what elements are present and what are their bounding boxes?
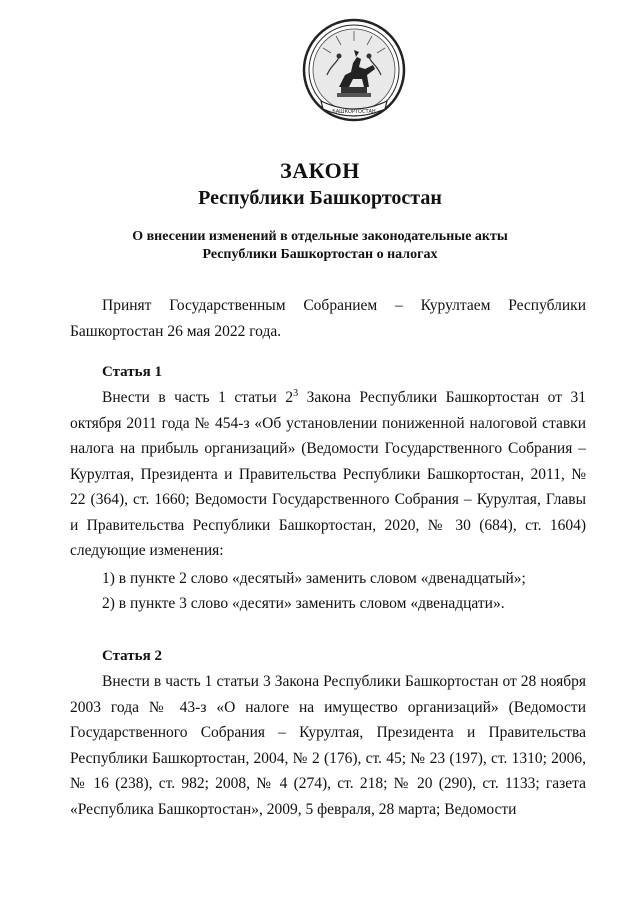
- law-subject: [110, 228, 530, 264]
- article-1-text-part-a: Внести в часть 1 статьи 2: [102, 389, 294, 406]
- article-1-text: [70, 385, 586, 564]
- article-2-heading: Статья 2: [102, 648, 162, 664]
- article-1-item-2: 2) в пункте 3 слово «десяти» заменить словом «двенадцати».: [102, 595, 505, 612]
- adoption-statement: Принят Государственным Собранием – Курултаем Республики Башкортостан 26 мая 2022 года.: [70, 297, 586, 340]
- law-subject-line-1: О внесении изменений в отдельные законодательные акты: [132, 229, 508, 244]
- document-subtitle: Республики Башкортостан: [198, 187, 442, 209]
- law-subject-line-2: Республики Башкортостан о налогах: [202, 247, 438, 262]
- article-1-item-1: 1) в пункте 2 слово «десятый» заменить словом «двенадцатый»;: [102, 570, 526, 587]
- article-1-heading: Статья 1: [102, 364, 162, 380]
- article-2-text: Внести в часть 1 статьи 3 Закона Республики Башкортостан от 28 ноября 2003 года № 43-з «О налоге на имущество организаций» (Ведомости Государственного Собрания – Курултая, Президента и Правительства Республики Башкортостан, 2004, № 2 (176), ст. 45; № 23 (197), ст. 1310; 2006, № 16 (238), ст. 982; 2008, № 4 (274), ст. 218; № 20 (290), ст. 1133; газета «Республика Башкортостан», 2009, 5 февраля, 28 марта; Ведомости: [70, 673, 586, 818]
- bashkortostan-coat-of-arms-icon: [301, 17, 407, 125]
- document-title: ЗАКОН: [280, 158, 360, 183]
- svg-text:БАШКОРТОСТАН: БАШКОРТОСТАН: [332, 109, 376, 115]
- article-1-superscript: 3: [293, 387, 299, 399]
- article-1-text-part-b: Закона Республики Башкортостан от 31 октября 2011 года № 454-з «Об установлении пониженной налоговой ставки налога на прибыль организаций» (Ведомости Государственного Собрания – Курултая, Президента и Правительства Республики Башкортостан, 2011, № 22 (364), ст. 1660; Ведомости Государственного Собрания – Курултая, Главы и Правительства Республики Башкортостан, 2020, № 30 (684), ст. 1604) следующие изменения:: [70, 389, 586, 559]
